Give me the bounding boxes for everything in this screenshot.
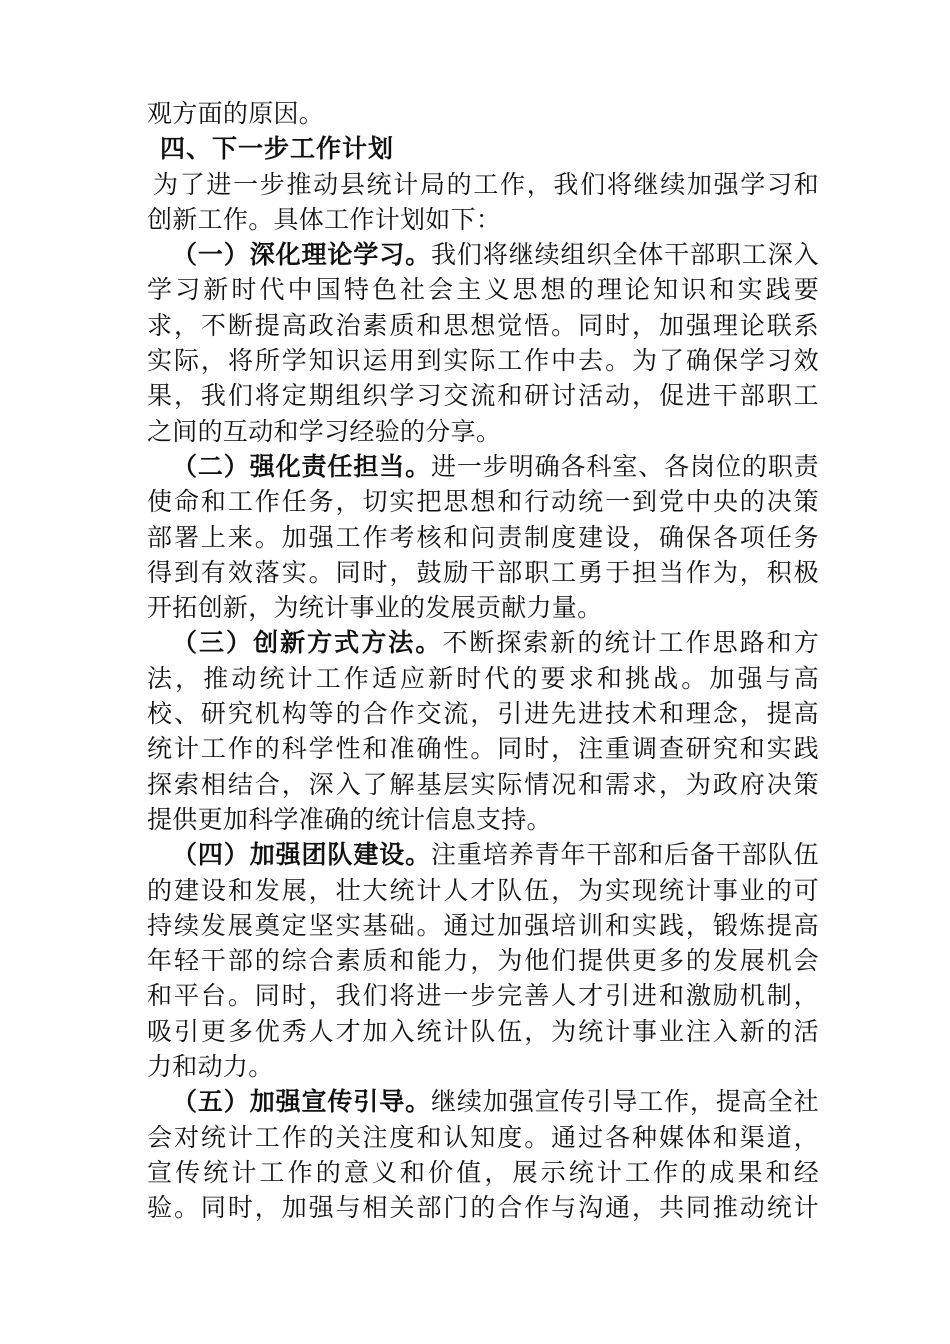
text-line: 验。同时，加强与相关部门的合作与沟通，共同推动统计 [147, 1193, 819, 1223]
text-span: 注重培养青年干部和后备干部队伍 [431, 840, 819, 870]
text-line: 学习新时代中国特色社会主义思想的理论知识和实践要 [147, 275, 819, 305]
text-line [147, 625, 819, 660]
paragraph-3 [147, 625, 819, 837]
paragraph-1 [147, 237, 819, 449]
text-line: 部署上来。加强工作考核和问责制度建设，确保各项任务 [147, 522, 819, 552]
text-line: 创新工作。具体工作计划如下： [147, 204, 502, 234]
text-span: 我们将继续组织全体干部职工深入 [431, 240, 819, 270]
text-line: 力和动力。 [147, 1052, 274, 1082]
text-line: 吸引更多优秀人才加入统计队伍，为统计事业注入新的活 [147, 1016, 819, 1046]
text-line: 和平台。同时，我们将进一步完善人才引进和激励机制， [147, 981, 819, 1011]
text-line: 之间的互动和学习经验的分享。 [147, 416, 502, 446]
paragraph-lead: （一）深化理论学习。 [172, 240, 432, 270]
section-heading: 四、下一步工作计划 [160, 134, 395, 164]
text-line: 果，我们将定期组织学习交流和研讨活动，促进干部职工 [147, 381, 819, 411]
text-line [147, 1084, 819, 1119]
paragraph-lead: （二）强化责任担当。 [172, 451, 432, 481]
paragraph-intro [147, 167, 819, 238]
text-span: 进一步明确各科室、各岗位的职责 [431, 451, 819, 481]
text-line: 探索相结合，深入了解基层实际情况和需求，为政府决策 [147, 769, 819, 799]
text-line: 校、研究机构等的合作交流，引进先进技术和理念，提高 [147, 699, 819, 729]
paragraph-lead: （四）加强团队建设。 [172, 840, 432, 870]
text-line: 宣传统计工作的意义和价值，展示统计工作的成果和经 [147, 1157, 819, 1187]
text-line: 提供更加科学准确的统计信息支持。 [147, 804, 552, 834]
paragraph-lead: （三）创新方式方法。 [172, 628, 443, 658]
text-span: 不断探索新的统计工作思路和方 [442, 628, 819, 658]
text-line: 开拓创新，为统计事业的发展贡献力量。 [147, 593, 603, 623]
text-line: 法，推动统计工作适应新时代的要求和挑战。加强与高 [147, 663, 819, 693]
text-line: 使命和工作任务，切实把思想和行动统一到党中央的决策 [147, 487, 819, 517]
text-line [147, 237, 819, 272]
text-line: 会对统计工作的关注度和认知度。通过各种媒体和渠道， [147, 1122, 819, 1152]
document-body [147, 96, 819, 1226]
text-line: 持续发展奠定坚实基础。通过加强培训和实践，锻炼提高 [147, 910, 819, 940]
text-line: 求，不断提高政治素质和思想觉悟。同时，加强理论联系 [147, 310, 819, 340]
text-line: 统计工作的科学性和准确性。同时，注重调查研究和实践 [147, 734, 819, 764]
text-line: 的建设和发展，壮大统计人才队伍，为实现统计事业的可 [147, 875, 819, 905]
text-span: 继续加强宣传引导工作，提高全社 [431, 1087, 819, 1117]
text-line: 年轻干部的综合素质和能力，为他们提供更多的发展机会 [147, 946, 819, 976]
paragraph-5 [147, 1084, 819, 1225]
paragraph-lead: （五）加强宣传引导。 [172, 1087, 432, 1117]
text-line [147, 449, 819, 484]
paragraph-4 [147, 837, 819, 1084]
text-line: 为了进一步推动县统计局的工作，我们将继续加强学习和 [153, 169, 819, 199]
text-line: 实际，将所学知识运用到实际工作中去。为了确保学习效 [147, 346, 819, 376]
text-line [147, 837, 819, 872]
text-line: 得到有效落实。同时，鼓励干部职工勇于担当作为，积极 [147, 557, 819, 587]
text-line: 观方面的原因。 [147, 99, 325, 128]
paragraph-2 [147, 449, 819, 625]
